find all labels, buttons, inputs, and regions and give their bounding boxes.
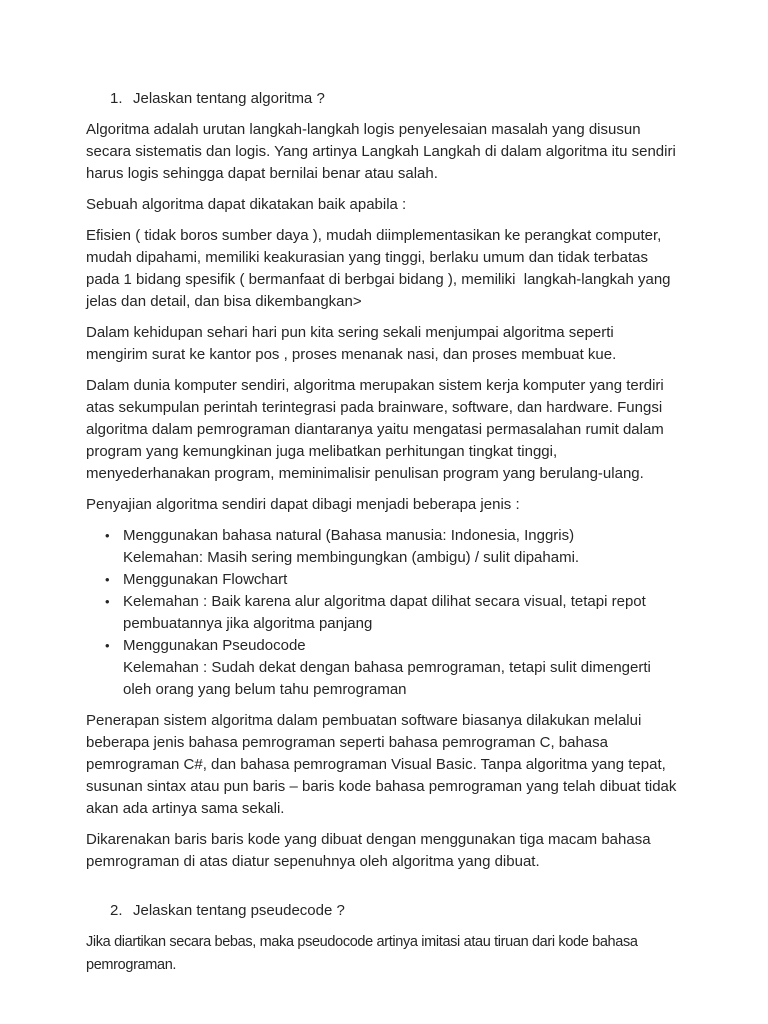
question-2-number: 2.	[110, 902, 123, 919]
bullet-marker: •	[105, 528, 110, 543]
question-1-heading	[86, 88, 678, 110]
bullet-text: Menggunakan Pseudocode	[123, 637, 306, 654]
bullet-marker: •	[105, 572, 110, 587]
paragraph-algoritma-sehari-hari: Dalam kehidupan sehari hari pun kita sering sekali menjumpai algoritma seperti mengirim surat ke kantor pos , proses menanak nasi, dan proses membuat kue.	[86, 324, 618, 363]
paragraph-pseudocode-definition: Jika diartikan secara bebas, maka pseudocode artinya imitasi atau tiruan dari kode bahasa pemrograman.	[86, 934, 642, 973]
penyajian-bullet-list	[86, 525, 678, 701]
bullet-text: Kelemahan : Baik karena alur algoritma dapat dilihat secara visual, tetapi repot pembuatannya jika algoritma panjang	[123, 593, 646, 632]
paragraph-algoritma-definition: Algoritma adalah urutan langkah-langkah logis penyelesaian masalah yang disusun secara sistematis dan logis. Yang artinya Langkah Langkah di dalam algoritma itu sendiri harus logis sehingga dapat bernilai benar atau salah.	[86, 121, 680, 182]
bullet-continuation: Kelemahan: Masih sering membingungkan (ambigu) / sulit dipahami.	[123, 549, 580, 566]
question-2-heading	[86, 900, 678, 922]
paragraph-penerapan-software: Penerapan sistem algoritma dalam pembuatan software biasanya dilakukan melalui beberapa jenis bahasa pemrograman seperti bahasa pemrograman C, bahasa pemrograman C#, dan bahasa pemrograman Visual Basic. Tanpa algoritma yang tepat, susunan sintax atau pun baris – baris kode bahasa pemrograman yang telah dibuat tidak akan ada artinya sama sekali.	[86, 712, 681, 817]
bullet-continuation: Kelemahan : Sudah dekat dengan bahasa pemrograman, tetapi sulit dimengerti oleh orang yang belum tahu pemrograman	[123, 659, 651, 698]
list-item	[86, 591, 678, 635]
list-item	[86, 569, 678, 591]
bullet-text: Menggunakan bahasa natural (Bahasa manusia: Indonesia, Inggris)	[123, 527, 575, 544]
question-1-title: Jelaskan tentang algoritma ?	[133, 90, 325, 107]
list-item	[86, 635, 678, 701]
list-item	[86, 525, 678, 569]
document-content	[86, 88, 681, 986]
bullet-marker: •	[105, 638, 110, 653]
paragraph-algoritma-baik-criteria: Efisien ( tidak boros sumber daya ), mudah diimplementasikan ke perangkat computer, mudah dipahami, memiliki keakurasian yang tinggi, berlaku umum dan tidak terbatas pada 1 bidang spesifik ( bermanfaat di berbgai bidang ), memiliki langkah-langkah yang jelas dan detail, dan bisa dikembangkan>	[86, 227, 675, 310]
question-2-title: Jelaskan tentang pseudecode ?	[133, 902, 345, 919]
paragraph-penyajian-intro: Penyajian algoritma sendiri dapat dibagi menjadi beberapa jenis :	[86, 496, 520, 513]
paragraph-dikarenakan: Dikarenakan baris baris kode yang dibuat dengan menggunakan tiga macam bahasa pemrograman di atas diatur sepenuhnya oleh algoritma yang dibuat.	[86, 831, 655, 870]
bullet-text: Menggunakan Flowchart	[123, 571, 288, 588]
question-1-number: 1.	[110, 90, 123, 107]
paragraph-algoritma-baik-intro: Sebuah algoritma dapat dikatakan baik apabila :	[86, 196, 407, 213]
paragraph-algoritma-dunia-komputer: Dalam dunia komputer sendiri, algoritma merupakan sistem kerja komputer yang terdiri atas sekumpulan perintah terintegrasi pada brainware, software, dan hardware. Fungsi algoritma dalam pemrograman diantaranya yaitu mengatasi permasalahan rumit dalam program yang kemungkinan juga melibatkan perhitungan tingkat tinggi, menyederhanakan program, meminimalisir penulisan program yang berulang-ulang.	[86, 377, 668, 482]
bullet-marker: •	[105, 594, 110, 609]
